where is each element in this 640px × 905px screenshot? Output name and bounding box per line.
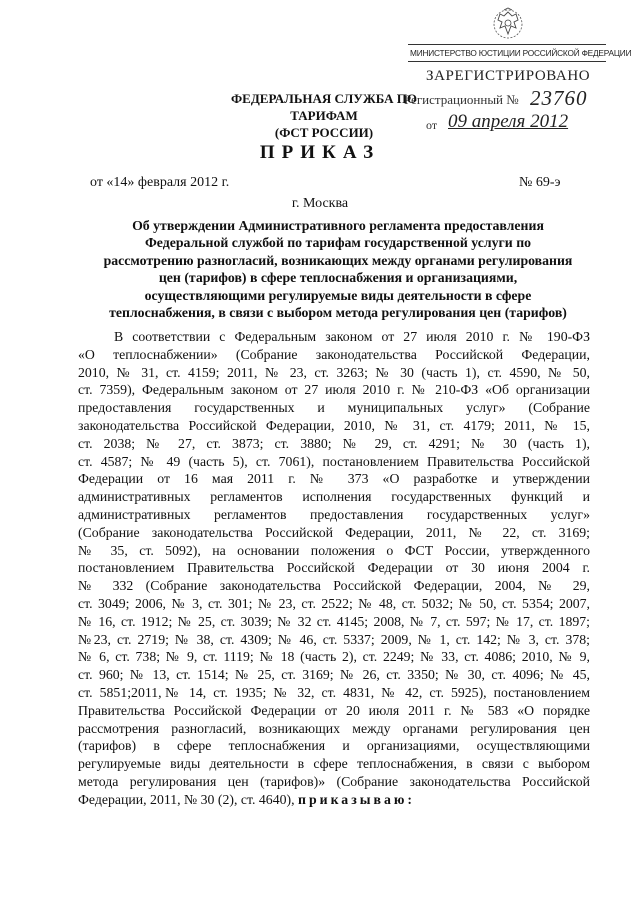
stamp-divider bbox=[408, 44, 606, 45]
body-line: метода регулирования цен (тарифов)» (Собрание законодательства Российской bbox=[78, 773, 590, 789]
body-line: (Собрание законодательства Российской Федерации, 2011, № 22, ст. 3169; bbox=[78, 524, 590, 540]
body-line: № 35, ст. 5092), на основании положения о ФСТ России, утвержденного bbox=[78, 542, 590, 558]
body-line: ст. 3049; 2006, № 3, ст. 301; № 23, ст. 2522; № 48, ст. 5032; № 50, ст. 5354; 2007, bbox=[78, 595, 590, 611]
body-line: ст. 960; № 13, ст. 1514; № 25, ст. 3169; № 26, ст. 3350; № 30, ст. 4096; № 45, bbox=[78, 667, 590, 683]
stamp-date-value: 09 апреля 2012 bbox=[448, 111, 569, 132]
body-line: предоставления государственных и муниципальных услуг» (Собрание bbox=[78, 400, 590, 416]
title-line: теплоснабжения, в связи с выбором метода регулирования цен (тарифов) bbox=[109, 305, 567, 321]
body-line: административных регламентов исполнения государственных функций и bbox=[78, 489, 590, 505]
body-line: административных регламентов предоставления государственных услуг» bbox=[78, 506, 590, 522]
stamp-reg-label: Регистрационный № bbox=[404, 92, 519, 107]
document-title bbox=[88, 217, 588, 321]
double-headed-eagle-emblem bbox=[490, 6, 526, 44]
stamp-reg-number: 23760 bbox=[530, 86, 588, 110]
body-line: (тарифов) в сфере теплоснабжения и организациями, осуществляющими bbox=[78, 738, 590, 754]
body-line: ст. 5851;2011,№ 14, ст. 1935; № 32, ст. 4831, № 42, ст. 5925), постановлением bbox=[78, 684, 590, 700]
document-city: г. Москва bbox=[291, 196, 349, 211]
stamp-registered: ЗАРЕГИСТРИРОВАНО bbox=[426, 68, 591, 84]
document-number: № 69-э bbox=[519, 175, 561, 190]
body-line: Правительства Российской Федерации от 20 июля 2011 г. № 583 «О порядке bbox=[78, 702, 590, 718]
body-line-text: Федерации, 2011, № 30 (2), ст. 4640), bbox=[78, 791, 295, 807]
body-line: №23, ст. 2719; № 38, ст. 4309; № 46, ст. 5337; 2009, № 1, ст. 142; № 3, ст. 378; bbox=[78, 631, 590, 647]
body-line: ст. 4587; № 49 (часть 5), ст. 7061), постановлением Правительства Российской bbox=[78, 453, 590, 469]
body-line: Федерации от 16 мая 2011 г. № 373 «О разработке и утверждении bbox=[78, 471, 590, 487]
agency-line2: (ФСТ РОССИИ) bbox=[274, 125, 374, 140]
document-date: от «14» февраля 2012 г. bbox=[90, 175, 230, 190]
title-line: осуществляющими регулируемые виды деятельности в сфере bbox=[144, 287, 532, 303]
agency-line1: ФЕДЕРАЛЬНАЯ СЛУЖБА ПО ТАРИФАМ bbox=[231, 91, 417, 123]
body-line: постановлением Правительства Российской Федерации от 30 июня 2004 г. bbox=[78, 560, 590, 576]
body-line: рассмотрения разногласий, возникающих между органами регулирования цен bbox=[78, 720, 590, 736]
order-command: приказываю: bbox=[298, 791, 416, 807]
stamp-ministry: МИНИСТЕРСТВО ЮСТИЦИИ РОССИЙСКОЙ ФЕДЕРАЦИИ bbox=[410, 48, 632, 58]
stamp-date-label: от bbox=[426, 118, 438, 132]
document-type: ПРИКАЗ bbox=[259, 142, 381, 163]
title-line: Об утверждении Административного регламента предоставления bbox=[132, 218, 544, 233]
body-last-line bbox=[78, 791, 590, 809]
body-line: № 6, ст. 738; № 9, ст. 1119; № 18 (часть 2), ст. 2249; № 33, ст. 4086; 2010, № 9, bbox=[78, 649, 590, 665]
body-line: регулируемые виды деятельности в сфере теплоснабжения, в связи с выбором bbox=[78, 756, 590, 772]
body-line: В соответствии с Федеральным законом от 27 июля 2010 г. № 190-ФЗ bbox=[114, 329, 590, 344]
document-body bbox=[78, 328, 590, 809]
title-line: цен (тарифов) в сфере теплоснабжения и организациями, bbox=[158, 270, 518, 286]
title-line: рассмотрению разногласий, возникающих между органами регулирования bbox=[103, 252, 573, 268]
body-line: № 332 (Собрание законодательства Российской Федерации, 2004, № 29, bbox=[78, 578, 590, 594]
title-line: Федеральной службой по тарифам государственной услуги по bbox=[144, 235, 532, 251]
stamp-divider bbox=[408, 61, 606, 62]
agency-name bbox=[204, 90, 444, 141]
body-line: ст. 7359), Федеральным законом от 27 июля 2010 г. № 210-ФЗ «Об организации bbox=[78, 382, 590, 398]
body-line: ст. 2038; № 27, ст. 3873; ст. 3880; № 29, ст. 4291; № 30 (часть 1), bbox=[78, 435, 590, 451]
body-line: законодательства Российской Федерации, 2010, № 31, ст. 4179; 2011, № 15, bbox=[78, 417, 590, 433]
body-line: 2010, № 31, ст. 4159; 2011, № 23, ст. 3263; № 30 (часть 1), ст. 4590, № 50, bbox=[78, 364, 590, 380]
body-line: № 16, ст. 1912; № 25, ст. 3039; № 32 ст. 4145; 2008, № 7, ст. 597; № 17, ст. 1897; bbox=[78, 613, 590, 629]
body-line: «О теплоснабжении» (Собрание законодательства Российской Федерации, bbox=[78, 346, 590, 362]
